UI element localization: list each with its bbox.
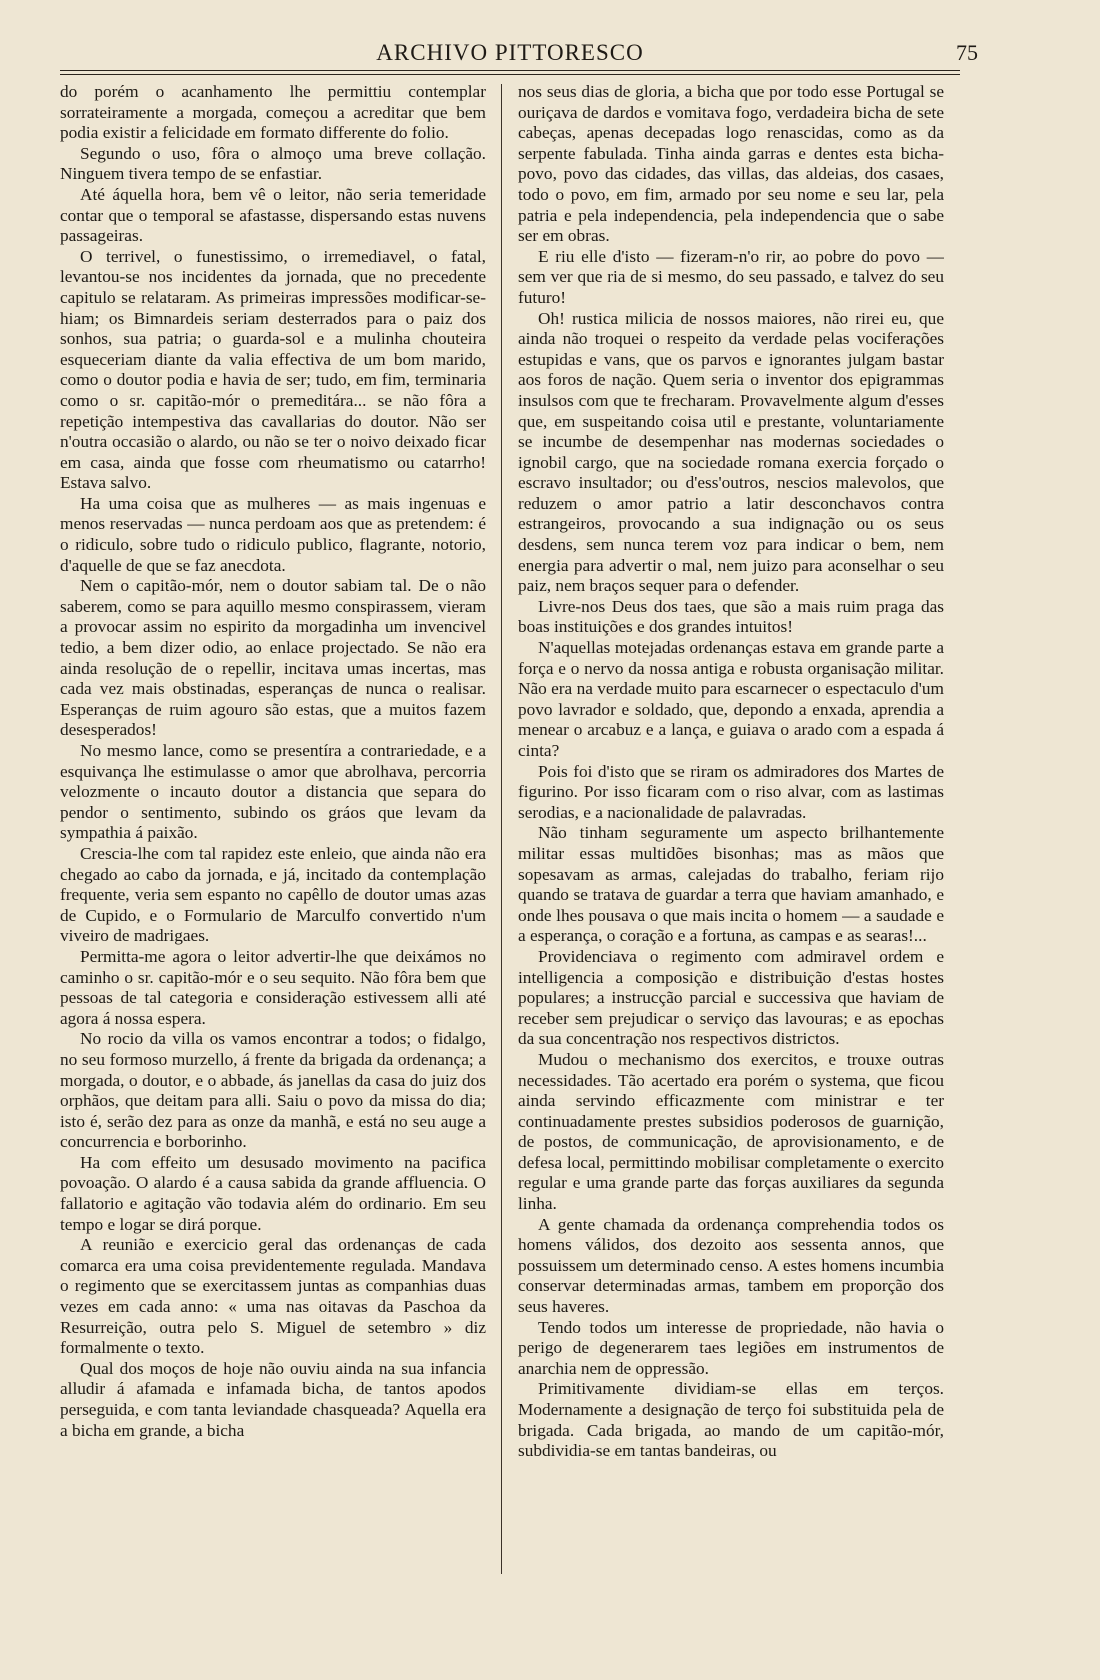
text-columns [60, 82, 960, 1582]
left-column [60, 82, 486, 1582]
paragraph: Mudou o mechanismo dos exercitos, e trouxe outras necessidades. Tão acertado era porém o systema, que ficou ainda servindo efficazmente com ministrar e ter continuadamente prestes subsidios poderosos de guarnição, de postos, de communicação, de aprovisionamento, e de defesa local, permittindo mobilisar completamente o exercito regular e uma grande parte das forças auxiliares da segunda linha. [518, 1049, 944, 1214]
paragraph: Qual dos moços de hoje não ouviu ainda na sua infancia alludir á afamada e infamada bicha, de tantos apodos perseguida, e com tanta leviandade chasqueada? Aquella era a bicha em grande, a bicha [60, 1358, 486, 1440]
paragraph: do porém o acanhamento lhe permittiu contemplar sorrateiramente a morgada, começou a acreditar que bem podia existir a felicidade em formato differente do folio. [60, 82, 486, 143]
paragraph: Ha com effeito um desusado movimento na pacifica povoação. O alardo é a causa sabida da grande affluencia. O fallatorio e agitação vão todavia além do ordinario. Em seu tempo e logar se dirá porque. [60, 1152, 486, 1234]
paragraph: Permitta-me agora o leitor advertir-lhe que deixámos no caminho o sr. capitão-mór e o seu sequito. Não fôra bem que pessoas de tal categoria e consideração estivessem alli até agora á nossa espera. [60, 946, 486, 1028]
paragraph: Tendo todos um interesse de propriedade, não havia o perigo de degenerarem taes legiões em instrumentos de anarchia nem de oppressão. [518, 1317, 944, 1378]
paragraph: Não tinham seguramente um aspecto brilhantemente militar essas multidões bisonhas; mas as mãos que sopesavam as armas, calejadas do trabalho, feriam rijo quando se tratava de guardar a terra que haviam amanhado, e onde lhes pousava o que mais incita o homem — a saudade e a esperança, o coração e a fortuna, as campas e as searas!... [518, 823, 944, 946]
running-title: ARCHIVO PITTORESCO [376, 40, 644, 65]
paragraph: nos seus dias de gloria, a bicha que por todo esse Portugal se ouriçava de dardos e vomitava fogo, verdadeira bicha de sete cabeças, apenas decepadas logo renascidas, como as da serpente fabulada. Tinha ainda garras e dentes esta bicha-povo, povo das cidades, das villas, das aldeias, dos casaes, todo o povo, em fim, armado por seu nome e seu lar, pela patria e pela independencia, pela independencia que o sabe ser em obras. [518, 82, 944, 246]
paragraph: A gente chamada da ordenança comprehendia todos os homens válidos, dos dezoito aos sessenta annos, que possuissem um determinado censo. A estes homens incumbia conservar determinadas armas, tambem em proporção dos seus haveres. [518, 1214, 944, 1317]
paragraph: No mesmo lance, como se presentíra a contrariedade, e a esquivança lhe estimulasse o amor que abrolhava, percorria velozmente o incauto doutor a distancia que separa do pendor o sentimento, subindo os gráos que levam da sympathia á paixão. [60, 741, 486, 843]
header-rule-thin [60, 74, 960, 75]
header-rule [60, 70, 960, 71]
paragraph: No rocio da villa os vamos encontrar a todos; o fidalgo, no seu formoso murzello, á frente da brigada da ordenança; a morgada, o doutor, e o abbade, ás janellas da casa do juiz dos orphãos, que deitam para alli. Saiu o povo da missa do dia; isto é, serão dez para as onze da manhã, e está no seu auge a concurrencia e borborinho. [60, 1029, 486, 1152]
paragraph: O terrivel, o funestissimo, o irremediavel, o fatal, levantou-se nos incidentes da jornada, que no precedente capitulo se relataram. As primeiras impressões modificar-se-hiam; os Bimnardeis seriam desterrados para o paiz dos sonhos, sua patria; o guarda-sol e a mulinha chouteira esqueceriam diante da valia effectiva de um bom marido, como o doutor podia e havia de ser; tudo, em fim, terminaria como o sr. capitão-mór o premeditára... se não fôra a repetição intempestiva das cavallarias do doutor. Não ser n'outra occasião o alardo, ou não se ter o noivo deixado ficar em casa, ainda que fosse com rheumatismo ou catarrho! Estava salvo. [60, 246, 486, 493]
page-header [60, 38, 978, 70]
paragraph: Até áquella hora, bem vê o leitor, não seria temeridade contar que o temporal se afastasse, dispersando estas nuvens passageiras. [60, 184, 486, 246]
paragraph: Nem o capitão-mór, nem o doutor sabiam tal. De o não saberem, como se para aquillo mesmo conspirassem, vieram a provocar assim no espirito da morgadinha um invencivel tedio, a bem dizer odio, ao enlace projectado. Se não era ainda resolução de o repellir, incitava umas incertas, mas cada vez mais obstinadas, esperanças de nunca o realisar. Esperanças de ruim agouro são estas, que a muitos fazem desesperados! [60, 576, 486, 740]
column-divider [501, 84, 502, 1574]
paragraph: A reunião e exercicio geral das ordenanças de cada comarca era uma coisa previdentemente regulada. Mandava o regimento que se exercitassem juntas as companhias duas vezes em cada anno: « uma nas oitavas da Paschoa da Resurreição, outra pelo S. Miguel de setembro » diz formalmente o texto. [60, 1235, 486, 1358]
page-number: 75 [956, 40, 978, 65]
paragraph: Pois foi d'isto que se riram os admiradores dos Martes de figurino. Por isso ficaram com o riso alvar, com as lastimas serodias, e a nacionalidade de palavradas. [518, 761, 944, 822]
paragraph: Crescia-lhe com tal rapidez este enleio, que ainda não era chegado ao cabo da jornada, e já, incitado da contemplação frequente, veria sem espanto no capêllo de doutor umas azas de Cupido, e o Formulario de Marculfo convertido n'um viveiro de madrigaes. [60, 843, 486, 946]
paragraph: Primitivamente dividiam-se ellas em terços. Modernamente a designação de terço foi substituida pela de brigada. Cada brigada, ao mando de um capitão-mór, subdividia-se em tantas bandeiras, ou [518, 1379, 944, 1461]
paragraph: Segundo o uso, fôra o almoço uma breve collação. Ninguem tivera tempo de se enfastiar. [60, 143, 486, 184]
paragraph: Oh! rustica milicia de nossos maiores, não rirei eu, que ainda não troquei o respeito da verdade pelas vociferações estupidas e vans, que os parvos e ignorantes julgam bastar aos foros de nação. Quem seria o inventor dos epigrammas insulsos com que te frecharam. Provavelmente algum d'esses que, em suspeitando coisa util e prestante, voluntariamente se incumbe de desempenhar nas modernas sociedades o ignobil cargo, que na sociedade romana exercia forçado o escravo insultador; ou d'ess'outros, nescios malevolos, que reduzem o amor patrio a latir desconchavos contra estrangeiros, provocando a sua indignação ou os seus desdens, sem nunca terem voz para indicar o bem, nem energia para advertir o mal, nem juizo para aconselhar o seu paiz, nem braços sequer para o defender. [518, 308, 944, 596]
paragraph: Livre-nos Deus dos taes, que são a mais ruim praga das boas instituições e dos grandes intuitos! [518, 596, 944, 637]
paragraph: N'aquellas motejadas ordenanças estava em grande parte a força e o nervo da nossa antiga e robusta organisação militar. Não era na verdade muito para escarnecer o espectaculo d'um povo lavrador e soldado, que, depondo a enxada, aprendia a menear o arcabuz e a lança, e guiava o arado com a espada á cinta? [518, 638, 944, 760]
paragraph: Providenciava o regimento com admiravel ordem e intelligencia a composição e distribuição d'estas hostes populares; a instrucção parcial e successiva que haviam de receber sem prejudicar o serviço das lavouras; e as epochas da sua concentração nos respectivos districtos. [518, 946, 944, 1049]
paragraph: E riu elle d'isto — fizeram-n'o rir, ao pobre do povo — sem ver que ria de si mesmo, do seu passado, e talvez do seu futuro! [518, 246, 944, 307]
right-column [518, 82, 944, 1582]
paragraph: Ha uma coisa que as mulheres — as mais ingenuas e menos reservadas — nunca perdoam aos que as pretendem: é o ridiculo, sobre tudo o ridiculo publico, flagrante, notorio, d'aquelle de que se faz anecdota. [60, 493, 486, 575]
